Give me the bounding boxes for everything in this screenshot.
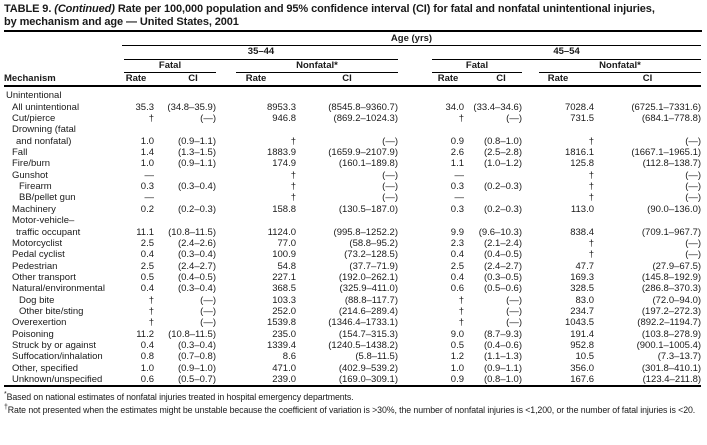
column-header-ci: CI (296, 73, 398, 86)
ci-value: (892.2–1194.7) (637, 317, 702, 329)
column-header-rate: Rate (432, 73, 464, 86)
ci-value: (10.8–11.5) (168, 226, 216, 238)
ci-value: (2.5–2.8) (483, 147, 522, 159)
ci-value: (—) (200, 113, 216, 125)
age-group-45-54: 45–54 (432, 46, 701, 59)
ci-value: (0.9–1.0) (177, 362, 216, 374)
rate-value: — (144, 192, 154, 204)
rate-value: 1.0 (140, 158, 154, 170)
ci-value: (5.8–11.5) (355, 351, 398, 363)
column-header-rate: Rate (216, 73, 296, 86)
ci-value: (301.8–410.1) (641, 362, 702, 374)
ci-value: (—) (382, 169, 398, 181)
rate-value: 100.9 (272, 249, 296, 261)
rate-value: 227.1 (272, 271, 296, 283)
ci-value: (—) (506, 294, 522, 306)
footnote-asterisk (4, 390, 702, 403)
ci-value: (72.0–94.0) (652, 294, 702, 306)
column-gap (398, 147, 432, 158)
rate-value: 328.5 (570, 283, 594, 295)
footnote-dagger (4, 403, 702, 416)
ci-value: (—) (685, 237, 702, 249)
mechanism-label: Dog bite (19, 294, 55, 306)
rate-value: 0.6 (140, 373, 154, 385)
table-row (4, 363, 701, 374)
table-row (4, 192, 701, 203)
ci-value: (8545.8–9360.7) (328, 101, 398, 113)
ci-value: (0.5–0.6) (483, 283, 522, 295)
column-gap (398, 215, 432, 238)
rate-value: 174.9 (272, 158, 296, 170)
rate-value: † (588, 169, 594, 181)
mechanism-label: Motorcyclist (12, 237, 63, 249)
rate-value: † (148, 305, 154, 317)
table-row (4, 181, 701, 192)
ci-value: (325.9–411.0) (339, 283, 398, 295)
table-row (4, 317, 701, 328)
column-header-ci: CI (154, 73, 216, 86)
rate-value: 9.0 (450, 328, 464, 340)
rate-value: 0.4 (140, 283, 154, 295)
rate-value: 0.8 (140, 351, 154, 363)
mechanism-label: Motor-vehicle– traffic occupant (12, 215, 81, 238)
rate-value: 1883.9 (266, 147, 296, 159)
table-row (4, 283, 701, 294)
ci-value: (169.0–309.1) (338, 373, 398, 385)
ci-value: (58.8–95.2) (349, 237, 398, 249)
ci-value: (123.4–211.8) (642, 373, 702, 385)
rate-value: 1.0 (450, 362, 464, 374)
rate-value: 8.6 (282, 351, 296, 363)
rate-value: 0.4 (140, 339, 154, 351)
mechanism-label: Gunshot (12, 169, 48, 181)
column-gap (398, 374, 432, 386)
ci-value: (2.1–2.4) (483, 237, 522, 249)
column-header-rate: Rate (522, 73, 594, 86)
mechanism-label: Unknown/unspecified (12, 373, 103, 385)
ci-value: (—) (382, 192, 398, 204)
rate-value: 252.0 (272, 305, 296, 317)
rate-value: 167.6 (570, 373, 594, 385)
ci-value: (192.0–262.1) (338, 271, 398, 283)
ci-value: (0.8–1.0) (483, 135, 522, 147)
rate-value: 0.5 (140, 271, 154, 283)
ci-value: (995.8–1252.2) (333, 226, 398, 238)
ci-value: (2.4–2.7) (177, 260, 216, 272)
ci-value: (2.4–2.7) (483, 260, 522, 272)
rate-value: 11.2 (136, 328, 154, 340)
column-gap (398, 363, 432, 374)
rate-value: — (454, 169, 464, 181)
rate-value: 169.3 (570, 271, 594, 283)
mechanism-label: BB/pellet gun (19, 192, 76, 204)
table-row (4, 102, 701, 113)
column-gap (398, 102, 432, 113)
table-row (4, 272, 701, 283)
ci-value: (160.1–189.8) (338, 158, 398, 170)
ci-value: (286.8–370.3) (641, 283, 702, 295)
ci-value: (—) (685, 249, 702, 261)
table-row (4, 374, 701, 386)
table-row (4, 204, 701, 215)
ci-value: (10.8–11.5) (168, 328, 216, 340)
rate-value: 158.8 (272, 203, 296, 215)
rate-value: † (588, 192, 594, 204)
ci-value (154, 170, 216, 181)
nonfatal-header-35-44: Nonfatal* (236, 60, 398, 73)
rate-value: † (588, 249, 594, 261)
ci-value (154, 192, 216, 203)
rate-value: 1339.4 (266, 339, 296, 351)
rate-value: — (454, 192, 464, 204)
column-header-ci: CI (464, 73, 522, 86)
ci-value: (684.1–778.8) (641, 113, 702, 125)
ci-value: (8.7–9.3) (483, 328, 522, 340)
ci-value: (—) (506, 305, 522, 317)
section-row (4, 86, 701, 101)
fatal-header-45-54: Fatal (432, 60, 522, 73)
header-outcome-row (4, 60, 701, 73)
section-label: Unintentional (6, 90, 62, 102)
ci-value: (0.4–0.5) (177, 271, 216, 283)
ci-value: (1346.4–1733.1) (328, 317, 398, 329)
header-age-row (4, 33, 701, 46)
rate-value: † (588, 181, 594, 193)
column-gap (398, 340, 432, 351)
rate-value: 0.3 (450, 203, 464, 215)
age-header: Age (yrs) (122, 33, 701, 46)
table-row (4, 124, 701, 147)
column-gap (398, 124, 432, 147)
rate-value: 83.0 (575, 294, 594, 306)
mechanism-label: Firearm (19, 181, 52, 193)
mechanism-label: Fall (12, 147, 28, 159)
rate-value: † (148, 317, 154, 329)
rate-value: † (458, 317, 464, 329)
mechanism-label: Pedal cyclist (12, 249, 65, 261)
rate-value: 0.2 (140, 203, 154, 215)
rate-value: 731.5 (570, 113, 594, 125)
table-row (4, 215, 701, 238)
mechanism-label: Drowning (fatal and nonfatal) (12, 124, 76, 147)
data-table (4, 33, 701, 387)
ci-value: (—) (685, 192, 702, 204)
footnote-marker: † (4, 403, 8, 411)
column-gap (398, 204, 432, 215)
rate-value: † (290, 169, 296, 181)
rate-value: 11.1 (136, 226, 154, 238)
rate-value: † (148, 113, 154, 125)
rate-value: 1.0 (140, 135, 154, 147)
ci-value: (112.8–138.7) (642, 158, 702, 170)
ci-value: (0.9–1.1) (483, 362, 522, 374)
mechanism-label: Fire/burn (12, 158, 51, 170)
rate-value: 1124.0 (267, 226, 296, 238)
rate-value: 239.0 (272, 373, 296, 385)
ci-value: (33.4–34.6) (473, 101, 522, 113)
ci-value: (0.2–0.3) (483, 203, 522, 215)
column-gap (398, 238, 432, 249)
mechanism-label: Overexertion (12, 317, 67, 329)
rate-value: 1.1 (450, 158, 464, 170)
rate-value: 35.3 (135, 101, 154, 113)
table-row (4, 340, 701, 351)
mechanism-label: All unintentional (12, 101, 80, 113)
column-gap (398, 46, 432, 59)
column-gap (398, 283, 432, 294)
rate-value: † (458, 113, 464, 125)
rate-value: 2.5 (450, 260, 464, 272)
rate-value: 1043.5 (564, 317, 594, 329)
rate-value: 77.0 (277, 237, 296, 249)
mechanism-label: Pedestrian (12, 260, 58, 272)
table-number: TABLE 9. (4, 3, 52, 15)
ci-value: (130.5–187.0) (338, 203, 398, 215)
column-gap (398, 113, 432, 124)
column-gap (398, 317, 432, 328)
nonfatal-header-45-54: Nonfatal* (539, 60, 701, 73)
rate-value: 0.6 (450, 283, 464, 295)
table-row (4, 147, 701, 158)
rate-value: 0.4 (450, 271, 464, 283)
rate-value: 471.0 (272, 362, 296, 374)
table-continued-flag: (Continued) (54, 3, 115, 15)
header-columns-row (4, 73, 701, 86)
ci-value (464, 170, 522, 181)
ci-value: (0.9–1.1) (177, 158, 216, 170)
rate-value: 54.8 (277, 260, 296, 272)
ci-value: (0.7–0.8) (177, 351, 216, 363)
mechanism-label: Natural/environmental (12, 283, 105, 295)
ci-value: (2.4–2.6) (177, 237, 216, 249)
ci-value: (0.3–0.4) (177, 283, 216, 295)
rate-value: 0.3 (450, 181, 464, 193)
rate-value: 1539.8 (266, 317, 296, 329)
ci-value: (—) (200, 294, 216, 306)
rate-value: 47.7 (575, 260, 594, 272)
table-title-text-line2: by mechanism and age — United States, 2001 (4, 15, 239, 28)
ci-value: (197.2–272.3) (641, 305, 702, 317)
rate-value: † (290, 135, 296, 147)
ci-value (464, 192, 522, 203)
ci-value: (154.7–315.3) (338, 328, 398, 340)
column-gap (398, 295, 432, 306)
rate-value: 10.5 (575, 351, 594, 363)
rate-value: — (144, 169, 154, 181)
ci-value: (869.2–1024.3) (333, 113, 398, 125)
table-title-text: Rate per 100,000 population and 95% confidence interval (CI) for fatal and nonfatal unintentional injuries, (117, 3, 655, 15)
ci-value: (0.3–0.5) (483, 271, 522, 283)
ci-value: (—) (506, 113, 522, 125)
table-row (4, 329, 701, 340)
ci-value: (0.3–0.4) (177, 249, 216, 261)
footnote-text: Based on national estimates of nonfatal injuries treated in hospital emergency departments. (6, 392, 354, 403)
column-gap (398, 73, 432, 86)
ci-value: (0.8–1.0) (483, 373, 522, 385)
ci-value: (—) (382, 181, 398, 193)
mechanism-label: Cut/pierce (12, 113, 56, 125)
column-gap (398, 181, 432, 192)
ci-value: (0.9–1.1) (177, 135, 216, 147)
ci-value: (—) (200, 305, 216, 317)
column-gap (398, 158, 432, 169)
rate-value: 0.9 (450, 373, 464, 385)
table-row (4, 249, 701, 260)
column-gap (398, 329, 432, 340)
ci-value: (7.3–13.7) (657, 351, 702, 363)
column-gap (398, 306, 432, 317)
ci-value: (145.8–192.9) (641, 271, 702, 283)
mechanism-label: Suffocation/inhalation (12, 351, 103, 363)
column-gap (398, 351, 432, 362)
column-header-mechanism: Mechanism (4, 73, 118, 86)
rate-value: 2.3 (450, 237, 464, 249)
mechanism-label: Other transport (12, 271, 76, 283)
ci-value: (0.4–0.5) (483, 249, 522, 261)
ci-value: (1667.1–1965.1) (631, 147, 702, 159)
ci-value: (214.6–289.4) (338, 305, 398, 317)
rate-value: 1.2 (450, 351, 464, 363)
rate-value: † (458, 305, 464, 317)
ci-value: (1659.9–2107.9) (328, 147, 398, 159)
rate-value: 952.8 (570, 339, 594, 351)
rate-value: 356.0 (570, 362, 594, 374)
table-row (4, 351, 701, 362)
ci-value: (88.8–117.7) (344, 294, 398, 306)
ci-value: (—) (200, 317, 216, 329)
ci-value: (90.0–136.0) (647, 203, 702, 215)
ci-value: (1.0–1.2) (483, 158, 522, 170)
rate-value: 125.8 (570, 158, 594, 170)
column-gap (398, 60, 432, 73)
rate-value: 2.5 (140, 237, 154, 249)
fatal-header-35-44: Fatal (124, 60, 216, 73)
rate-value: 0.3 (140, 181, 154, 193)
ci-value: (—) (685, 169, 702, 181)
table-row (4, 238, 701, 249)
column-gap (398, 249, 432, 260)
ci-value: (0.5–0.7) (177, 373, 216, 385)
table-body (4, 102, 701, 387)
rate-value: † (588, 135, 594, 147)
rate-value: 103.3 (272, 294, 296, 306)
mechanism-label: Poisoning (12, 328, 54, 340)
ci-value: (0.4–0.6) (483, 339, 522, 351)
rate-value: 191.4 (570, 328, 594, 340)
table-row (4, 170, 701, 181)
footnotes (4, 390, 702, 415)
ci-value: (900.1–1005.4) (636, 339, 702, 351)
rate-value: † (458, 294, 464, 306)
rate-value: 0.4 (450, 249, 464, 261)
ci-value: (1.3–1.5) (177, 147, 216, 159)
title-divider (4, 30, 702, 32)
ci-value: (0.3–0.4) (177, 339, 216, 351)
ci-value: (37.7–71.9) (349, 260, 398, 272)
age-group-35-44: 35–44 (124, 46, 398, 59)
table-row (4, 306, 701, 317)
rate-value: † (148, 294, 154, 306)
mechanism-label: Other, specified (12, 362, 79, 374)
ci-value: (0.3–0.4) (177, 181, 216, 193)
rate-value: 2.5 (140, 260, 154, 272)
ci-value: (6725.1–7331.6) (631, 101, 702, 113)
rate-value: 1816.1 (564, 147, 594, 159)
rate-value: 1.0 (140, 362, 154, 374)
table-row (4, 295, 701, 306)
rate-value: 8953.3 (266, 101, 296, 113)
ci-value: (27.9–67.5) (652, 260, 702, 272)
ci-value: (1240.5–1438.2) (328, 339, 398, 351)
footnote-marker: * (4, 391, 7, 399)
column-header-ci: CI (594, 73, 701, 86)
rate-value: 2.6 (450, 147, 464, 159)
rate-value: 234.7 (570, 305, 594, 317)
ci-value: (—) (506, 317, 522, 329)
column-gap (398, 192, 432, 203)
column-header-rate: Rate (118, 73, 154, 86)
rate-value: 0.4 (140, 249, 154, 261)
column-gap (398, 170, 432, 181)
rate-value: 113.0 (570, 203, 594, 215)
rate-value: † (588, 237, 594, 249)
ci-value: (—) (382, 135, 398, 147)
mechanism-label: Struck by or against (12, 339, 96, 351)
ci-value: (402.9–539.2) (338, 362, 398, 374)
rate-value: † (290, 181, 296, 193)
column-gap (398, 272, 432, 283)
rate-value: 9.9 (450, 226, 464, 238)
ci-value: (709.1–967.7) (641, 226, 702, 238)
ci-value: (0.2–0.3) (177, 203, 216, 215)
header-agegroup-row (4, 46, 701, 59)
ci-value: (9.6–10.3) (478, 226, 522, 238)
table-row (4, 158, 701, 169)
ci-value: (—) (685, 135, 702, 147)
ci-value: (0.2–0.3) (483, 181, 522, 193)
mechanism-label: Other bite/sting (19, 305, 84, 317)
ci-value: (73.2–128.5) (344, 249, 398, 261)
rate-value: 7028.4 (564, 101, 594, 113)
rate-value: † (290, 192, 296, 204)
rate-value: 946.8 (272, 113, 296, 125)
rate-value: 34.0 (445, 101, 464, 113)
table-title (4, 3, 702, 28)
ci-value: (1.1–1.3) (483, 351, 522, 363)
rate-value: 838.4 (570, 226, 594, 238)
rate-value: 0.5 (450, 339, 464, 351)
ci-value: (103.8–278.9) (641, 328, 702, 340)
footnote-text: Rate not presented when the estimates might be unstable because the coefficient of variation is >30%, the number of nonfatal injuries is <1,200, or the number of fatal injuries is <20. (7, 404, 696, 415)
table-row (4, 261, 701, 272)
column-gap (398, 261, 432, 272)
mechanism-label: Machinery (12, 203, 56, 215)
rate-value: 368.5 (272, 283, 296, 295)
rate-value: 235.0 (272, 328, 296, 340)
ci-value: (—) (685, 181, 702, 193)
table-row (4, 113, 701, 124)
rate-value: 1.4 (140, 147, 154, 159)
rate-value: 0.9 (450, 135, 464, 147)
ci-value: (34.8–35.9) (167, 101, 216, 113)
